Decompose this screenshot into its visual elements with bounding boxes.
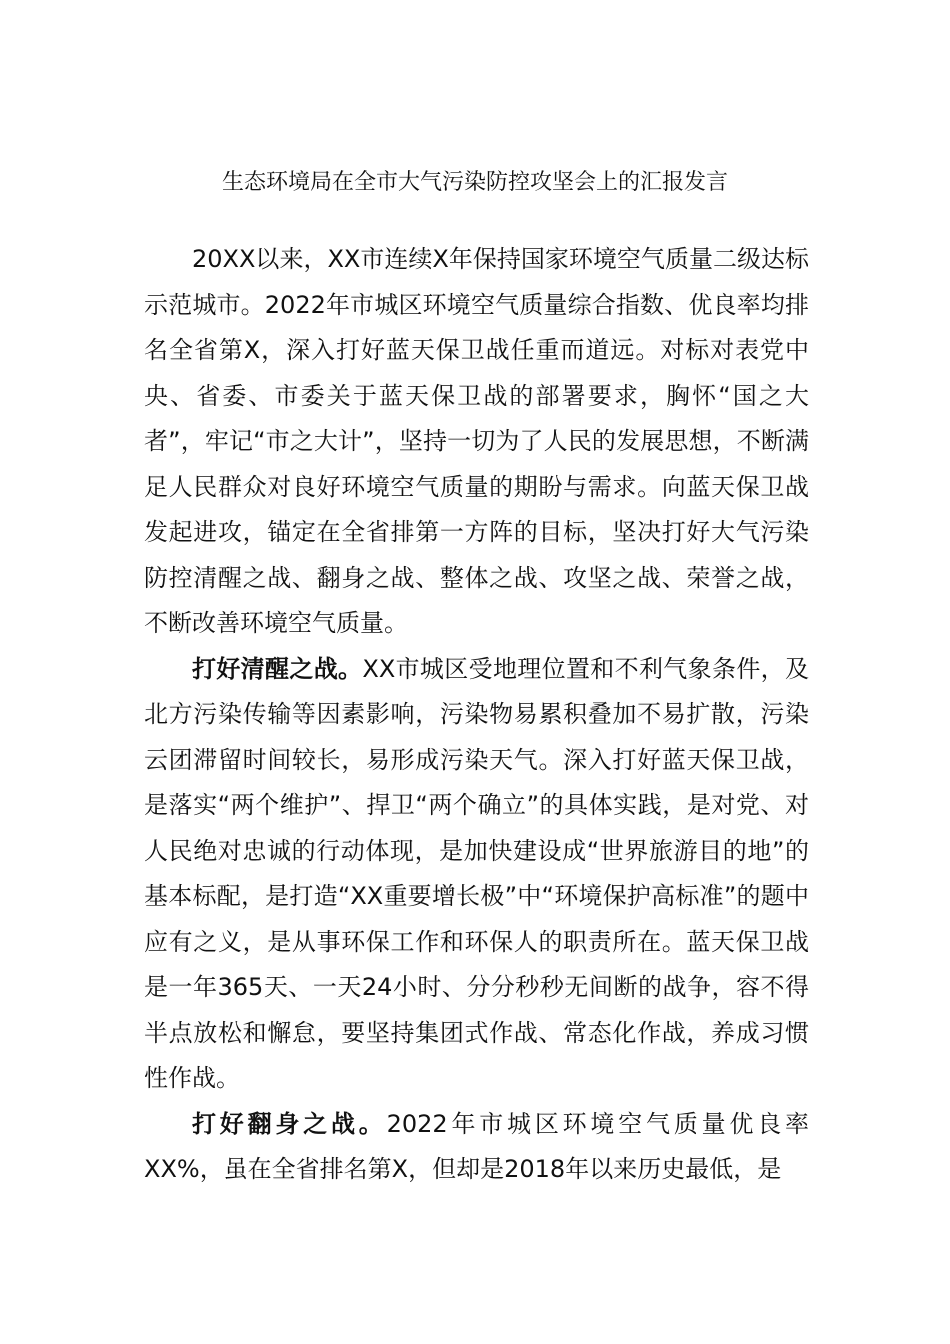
paragraph-lead: 打好翻身之战。 bbox=[192, 1109, 387, 1138]
paragraph-lead: 打好清醒之战。 bbox=[192, 654, 363, 683]
paragraph-text: 20XX以来，XX市连续X年保持国家环境空气质量二级达标示范城市。2022年市城区环境空气质量综合指数、优良率均排名全省第X，深入打好蓝天保卫战任重而道远。对标对表党中央、省委、市委关于蓝天保卫战的部署要求，胸怀“国之大者”，牢记“市之大计”，坚持一切为了人民的发展思想，不断满足人民群众对良好环境空气质量的期盼与需求。向蓝天保卫战发起进攻，锚定在全省排第一方阵的目标，坚决打好大气污染防控清醒之战、翻身之战、整体之战、攻坚之战、荣誉之战，不断改善环境空气质量。 bbox=[144, 245, 809, 637]
document-body bbox=[144, 237, 809, 1193]
paragraph-text: 2022年市城区环境空气质量优良率XX%，虽在全省排名第X，但却是2018年以来历史最低，是 bbox=[144, 1109, 810, 1183]
paragraph-clear-battle bbox=[144, 647, 809, 1102]
paragraph-intro bbox=[144, 237, 809, 647]
paragraph-text: XX市城区受地理位置和不利气象条件，及北方污染传输等因素影响，污染物易累积叠加不易扩散，污染云团滞留时间较长，易形成污染天气。深入打好蓝天保卫战，是落实“两个维护”、捍卫“两个确立”的具体实践，是对党、对人民绝对忠诚的行动体现，是加快建设成“世界旅游目的地”的基本标配，是打造“XX重要增长极”中“环境保护高标准”的题中应有之义，是从事环保工作和环保人的职责所在。蓝天保卫战是一年365天、一天24小时、分分秒秒无间断的战争，容不得半点放松和懈怠，要坚持集团式作战、常态化作战，养成习惯性作战。 bbox=[144, 654, 810, 1092]
paragraph-turnaround-battle bbox=[144, 1102, 809, 1193]
document-title: 生态环境局在全市大气污染防控攻坚会上的汇报发言 bbox=[221, 170, 728, 195]
